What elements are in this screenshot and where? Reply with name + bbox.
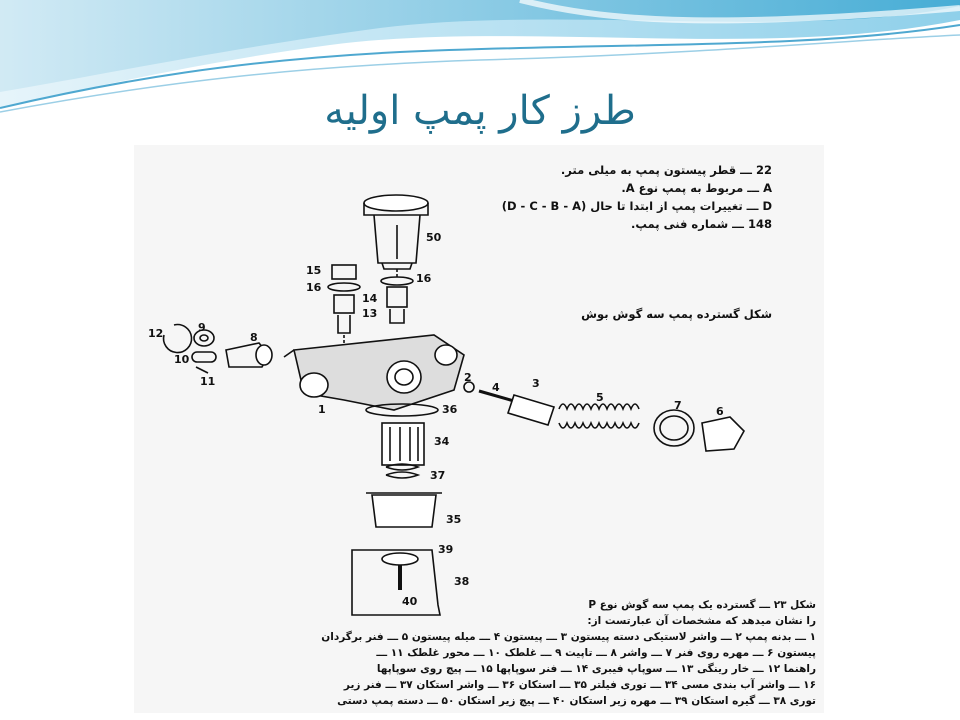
hand-pump-handle-shape — [364, 195, 428, 269]
part-label-34: 34 — [434, 435, 450, 448]
part-label-10: 10 — [174, 353, 190, 366]
part-label-5: 5 — [596, 391, 604, 404]
part-label-6: 6 — [716, 405, 724, 418]
part-label-39: 39 — [438, 543, 454, 556]
legend-heading: شکل ۲۳ ـــ گسترده یک پمپ سه گوش نوع P — [588, 599, 816, 611]
part-label-2: 2 — [464, 371, 472, 384]
part-label-12: 12 — [148, 327, 164, 340]
valve-stack-left-shape — [328, 265, 360, 345]
pump-body-shape — [284, 335, 464, 410]
part-label-8: 8 — [250, 331, 258, 344]
part-label-16: 16 — [416, 272, 432, 285]
part-label-1: 1 — [318, 403, 326, 416]
note-line-1: 22 ـــ قطر پیستون پمپ به میلی متر. — [560, 163, 772, 177]
filter-assembly-shape — [352, 404, 442, 615]
legend-subheading: را نشان میدهد که مشخصات آن عبارتست از: — [587, 615, 816, 627]
piston-assembly-shape — [464, 382, 744, 451]
part-label-3: 3 — [532, 377, 540, 390]
legend-line-2: پیستون ۶ ـــ مهره روی فنر ۷ ـــ واشر ۸ ـــ تاپیت ۹ ـــ غلطک ۱۰ ـــ محور غلطک ۱۱ ـــ — [376, 647, 816, 659]
part-label-40: 40 — [402, 595, 418, 608]
legend-line-5: توری ۳۸ ـــ گیره استکان ۳۹ ـــ مهره زیر استکان ۴۰ ـــ پیچ زیر استکان ۵۰ ـــ دسته پمپ دستی — [337, 695, 816, 707]
part-label-13: 13 — [362, 307, 378, 320]
part-label-9: 9 — [198, 321, 206, 334]
figure-caption: شکل گسترده پمپ سه گوش بوش — [581, 307, 772, 321]
valve-stack-right-shape — [381, 269, 413, 323]
legend-line-1: ۱ ـــ بدنه پمپ ۲ ـــ واشر لاستیکی دسته پیستون ۳ ـــ پیستون ۴ ـــ میله پیستون ۵ ـــ فنر برگردان — [321, 631, 816, 643]
part-label-37: 37 — [430, 469, 446, 482]
note-line-2: A ـــ مربوط به پمپ نوع A. — [621, 181, 772, 195]
note-line-3: D ـــ تغییرات پمپ از ابتدا تا حال (D - C - B - A) — [501, 199, 772, 213]
part-label-35: 35 — [446, 513, 462, 526]
legend-line-3: راهنما ۱۲ ـــ خار رینگی ۱۳ ـــ سوپاپ فیبری ۱۴ ـــ فنر سوپاپها ۱۵ ـــ پیچ روی سوپاپها — [376, 663, 816, 675]
slide-title: طرز کار پمپ اولیه — [324, 88, 636, 134]
part-label-50: 50 — [426, 231, 442, 244]
part-label-15: 15 — [306, 264, 322, 277]
pump-diagram-figure — [134, 145, 824, 713]
note-line-4: 148 ـــ شماره فنی پمپ. — [631, 217, 772, 231]
part-label-7: 7 — [674, 399, 682, 412]
part-label-11: 11 — [200, 375, 216, 388]
legend-line-4: ۱۶ ـــ واشر آب بندی مسی ۳۴ ـــ توری فیلتر ۳۵ ـــ استکان ۳۶ ـــ واشر استکان ۳۷ ـــ فنر زیر — [343, 679, 816, 691]
part-label-36: 36 — [442, 403, 458, 416]
part-label-16: 16 — [306, 281, 322, 294]
part-label-4: 4 — [492, 381, 500, 394]
part-label-14: 14 — [362, 292, 378, 305]
part-label-38: 38 — [454, 575, 470, 588]
